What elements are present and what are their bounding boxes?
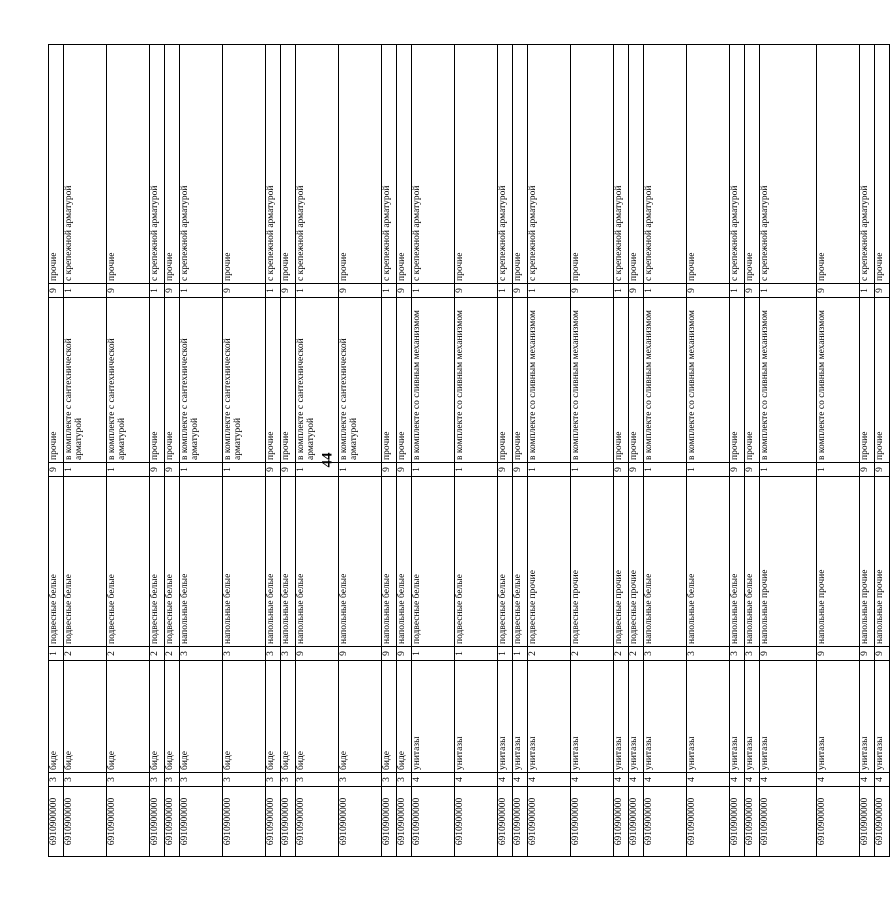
table-row [614, 45, 629, 857]
cell-fitting-num: 1 [528, 284, 571, 298]
cell-kit-name: в комплекте со сливным механизмом [687, 298, 730, 463]
cell-code: 6910900000 [339, 787, 382, 857]
cell-fitting-num: 1 [296, 284, 339, 298]
cell-fitting-name: прочие [223, 45, 266, 284]
cell-fitting-name: с крепежной арматурой [614, 45, 629, 284]
cell-kit-num: 9 [49, 463, 64, 477]
cell-fitting-num: 1 [498, 284, 513, 298]
cell-code: 6910900000 [860, 787, 875, 857]
table-row [687, 45, 730, 857]
cell-kit-num: 9 [745, 463, 760, 477]
cell-fitting-name: прочие [107, 45, 150, 284]
cell-kit-name: в комплекте со сливным механизмом [817, 298, 860, 463]
cell-type-name: напольные белые [281, 477, 296, 647]
cell-kit-num: 9 [629, 463, 644, 477]
cell-code: 6910900000 [223, 787, 266, 857]
table-row [397, 45, 412, 857]
cell-fitting-num: 9 [875, 284, 890, 298]
cell-fitting-num: 1 [266, 284, 281, 298]
cell-group-name: унитазы [614, 661, 629, 773]
cell-code: 6910900000 [455, 787, 498, 857]
cell-kit-name: в комплекте со сливным механизмом [528, 298, 571, 463]
cell-type-num: 2 [165, 647, 180, 661]
cell-fitting-name: с крепежной арматурой [180, 45, 223, 284]
cell-group-name: унитазы [745, 661, 760, 773]
cell-group-num: 4 [455, 773, 498, 787]
cell-group-num: 4 [412, 773, 455, 787]
table-row [875, 45, 890, 857]
cell-group-num: 3 [165, 773, 180, 787]
table-row [860, 45, 875, 857]
cell-group-name: унитазы [875, 661, 890, 773]
cell-group-name: биде [223, 661, 266, 773]
cell-kit-num: 9 [730, 463, 745, 477]
cell-type-num: 1 [498, 647, 513, 661]
cell-type-name: напольные белые [644, 477, 687, 647]
table-row [49, 45, 64, 857]
cell-kit-num: 9 [860, 463, 875, 477]
cell-type-num: 1 [49, 647, 64, 661]
cell-fitting-num: 1 [150, 284, 165, 298]
cell-group-num: 4 [528, 773, 571, 787]
cell-group-name: унитазы [687, 661, 730, 773]
cell-kit-name: прочие [745, 298, 760, 463]
table-row [760, 45, 817, 857]
cell-fitting-name: с крепежной арматурой [498, 45, 513, 284]
cell-group-num: 4 [513, 773, 528, 787]
cell-code: 6910900000 [266, 787, 281, 857]
cell-code: 6910900000 [107, 787, 150, 857]
cell-kit-name: прочие [614, 298, 629, 463]
cell-group-num: 4 [875, 773, 890, 787]
cell-group-name: унитазы [528, 661, 571, 773]
cell-type-name: напольные прочие [875, 477, 890, 647]
cell-code: 6910900000 [49, 787, 64, 857]
cell-group-name: биде [49, 661, 64, 773]
cell-type-name: напольные белые [730, 477, 745, 647]
cell-group-name: унитазы [730, 661, 745, 773]
cell-type-num: 3 [745, 647, 760, 661]
cell-fitting-num: 1 [730, 284, 745, 298]
cell-type-num: 2 [107, 647, 150, 661]
cell-type-name: напольные белые [296, 477, 339, 647]
cell-kit-name: в комплекте с сантехнической арматурой [296, 298, 339, 463]
cell-group-name: биде [266, 661, 281, 773]
cell-kit-name: прочие [382, 298, 397, 463]
cell-type-num: 2 [614, 647, 629, 661]
cell-group-num: 4 [760, 773, 817, 787]
cell-group-num: 4 [860, 773, 875, 787]
cell-kit-num: 1 [455, 463, 498, 477]
cell-fitting-num: 9 [817, 284, 860, 298]
cell-fitting-name: с крепежной арматурой [412, 45, 455, 284]
cell-kit-name: прочие [875, 298, 890, 463]
cell-group-name: биде [64, 661, 107, 773]
cell-code: 6910900000 [760, 787, 817, 857]
cell-type-num: 2 [64, 647, 107, 661]
cell-fitting-name: прочие [571, 45, 614, 284]
cell-type-name: подвесные белые [107, 477, 150, 647]
cell-type-num: 9 [760, 647, 817, 661]
cell-fitting-name: прочие [745, 45, 760, 284]
cell-fitting-num: 9 [571, 284, 614, 298]
cell-fitting-num: 1 [644, 284, 687, 298]
cell-type-name: напольные белые [223, 477, 266, 647]
cell-group-name: унитазы [629, 661, 644, 773]
table-row [266, 45, 281, 857]
cell-kit-name: в комплекте со сливным механизмом [455, 298, 498, 463]
page-number: 44 [319, 452, 336, 468]
cell-group-num: 3 [150, 773, 165, 787]
table-row [412, 45, 455, 857]
table-row [296, 45, 339, 857]
cell-kit-name: в комплекте со сливным механизмом [760, 298, 817, 463]
cell-fitting-name: с крепежной арматурой [528, 45, 571, 284]
cell-kit-name: прочие [498, 298, 513, 463]
cell-kit-num: 1 [528, 463, 571, 477]
cell-fitting-name: с крепежной арматурой [296, 45, 339, 284]
cell-code: 6910900000 [528, 787, 571, 857]
rotated-table-wrapper [48, 45, 885, 857]
cell-kit-name: прочие [397, 298, 412, 463]
table-row [629, 45, 644, 857]
cell-group-name: биде [339, 661, 382, 773]
cell-kit-num: 1 [817, 463, 860, 477]
cell-fitting-name: с крепежной арматурой [382, 45, 397, 284]
cell-code: 6910900000 [513, 787, 528, 857]
cell-type-name: напольные белые [687, 477, 730, 647]
cell-group-num: 4 [629, 773, 644, 787]
cell-fitting-num: 9 [397, 284, 412, 298]
cell-group-name: биде [281, 661, 296, 773]
cell-group-name: унитазы [817, 661, 860, 773]
table-row [180, 45, 223, 857]
cell-group-num: 4 [745, 773, 760, 787]
cell-code: 6910900000 [644, 787, 687, 857]
cell-fitting-name: прочие [455, 45, 498, 284]
cell-fitting-num: 9 [165, 284, 180, 298]
cell-fitting-name: прочие [49, 45, 64, 284]
cell-group-name: унитазы [571, 661, 614, 773]
cell-group-num: 4 [817, 773, 860, 787]
cell-kit-name: прочие [860, 298, 875, 463]
cell-type-name: напольные белые [180, 477, 223, 647]
table-row [644, 45, 687, 857]
cell-group-name: биде [150, 661, 165, 773]
cell-group-num: 3 [180, 773, 223, 787]
table-row [498, 45, 513, 857]
cell-kit-num: 1 [571, 463, 614, 477]
cell-type-num: 1 [412, 647, 455, 661]
cell-type-num: 1 [513, 647, 528, 661]
cell-type-num: 1 [455, 647, 498, 661]
table-row [382, 45, 397, 857]
cell-type-num: 2 [571, 647, 614, 661]
cell-fitting-name: с крепежной арматурой [860, 45, 875, 284]
cell-fitting-num: 1 [412, 284, 455, 298]
cell-code: 6910900000 [64, 787, 107, 857]
cell-type-num: 9 [860, 647, 875, 661]
cell-type-name: подвесные белые [455, 477, 498, 647]
cell-fitting-name: с крепежной арматурой [266, 45, 281, 284]
cell-type-name: напольные прочие [760, 477, 817, 647]
cell-type-num: 9 [817, 647, 860, 661]
cell-code: 6910900000 [397, 787, 412, 857]
cell-kit-num: 1 [223, 463, 266, 477]
cell-type-num: 3 [730, 647, 745, 661]
table-row [817, 45, 860, 857]
cell-type-num: 3 [687, 647, 730, 661]
cell-kit-name: в комплекте со сливным механизмом [644, 298, 687, 463]
table-row [730, 45, 745, 857]
cell-group-name: биде [397, 661, 412, 773]
table-row [64, 45, 107, 857]
cell-type-name: напольные белые [339, 477, 382, 647]
cell-group-num: 3 [266, 773, 281, 787]
cell-type-num: 9 [875, 647, 890, 661]
table-row [513, 45, 528, 857]
cell-group-num: 3 [397, 773, 412, 787]
cell-kit-name: в комплекте со сливным механизмом [571, 298, 614, 463]
cell-fitting-num: 9 [339, 284, 382, 298]
cell-code: 6910900000 [745, 787, 760, 857]
cell-fitting-name: с крепежной арматурой [760, 45, 817, 284]
cell-type-name: подвесные белые [513, 477, 528, 647]
cell-fitting-num: 9 [223, 284, 266, 298]
cell-group-name: унитазы [760, 661, 817, 773]
cell-type-num: 3 [644, 647, 687, 661]
cell-kit-num: 1 [339, 463, 382, 477]
cell-fitting-name: прочие [817, 45, 860, 284]
cell-fitting-num: 9 [629, 284, 644, 298]
cell-group-num: 3 [339, 773, 382, 787]
cell-fitting-name: прочие [629, 45, 644, 284]
cell-fitting-num: 1 [614, 284, 629, 298]
cell-kit-num: 9 [266, 463, 281, 477]
cell-kit-num: 9 [397, 463, 412, 477]
cell-fitting-name: прочие [513, 45, 528, 284]
cell-fitting-name: прочие [281, 45, 296, 284]
cell-kit-num: 1 [687, 463, 730, 477]
cell-kit-num: 1 [412, 463, 455, 477]
cell-code: 6910900000 [571, 787, 614, 857]
cell-fitting-num: 9 [513, 284, 528, 298]
cell-kit-name: в комплекте с сантехнической арматурой [64, 298, 107, 463]
cell-kit-num: 1 [64, 463, 107, 477]
cell-type-num: 2 [629, 647, 644, 661]
cell-kit-name: в комплекте с сантехнической арматурой [339, 298, 382, 463]
cell-code: 6910900000 [165, 787, 180, 857]
cell-fitting-num: 1 [382, 284, 397, 298]
cell-type-name: подвесные белые [498, 477, 513, 647]
cell-kit-name: в комплекте с сантехнической арматурой [107, 298, 150, 463]
cell-type-name: подвесные прочие [614, 477, 629, 647]
cell-code: 6910900000 [498, 787, 513, 857]
cell-type-num: 9 [382, 647, 397, 661]
cell-kit-name: прочие [49, 298, 64, 463]
table-row [165, 45, 180, 857]
cell-code: 6910900000 [614, 787, 629, 857]
table-row [281, 45, 296, 857]
cell-group-num: 4 [644, 773, 687, 787]
cell-kit-name: прочие [513, 298, 528, 463]
cell-fitting-name: прочие [397, 45, 412, 284]
cell-kit-num: 9 [875, 463, 890, 477]
cell-type-name: напольные прочие [860, 477, 875, 647]
cell-group-name: унитазы [498, 661, 513, 773]
classification-table [48, 44, 890, 857]
table-row [223, 45, 266, 857]
cell-type-name: подвесные прочие [571, 477, 614, 647]
cell-type-name: подвесные белые [165, 477, 180, 647]
cell-fitting-num: 9 [49, 284, 64, 298]
cell-fitting-num: 9 [687, 284, 730, 298]
cell-code: 6910900000 [382, 787, 397, 857]
cell-fitting-name: с крепежной арматурой [150, 45, 165, 284]
cell-group-name: биде [382, 661, 397, 773]
cell-code: 6910900000 [875, 787, 890, 857]
cell-kit-name: прочие [629, 298, 644, 463]
cell-fitting-name: прочие [165, 45, 180, 284]
cell-fitting-name: прочие [875, 45, 890, 284]
cell-type-num: 9 [296, 647, 339, 661]
cell-code: 6910900000 [629, 787, 644, 857]
table-row [528, 45, 571, 857]
cell-fitting-name: с крепежной арматурой [644, 45, 687, 284]
cell-type-name: подвесные прочие [528, 477, 571, 647]
cell-type-num: 2 [150, 647, 165, 661]
cell-kit-num: 9 [281, 463, 296, 477]
cell-fitting-num: 9 [455, 284, 498, 298]
cell-kit-name: прочие [165, 298, 180, 463]
cell-kit-num: 1 [644, 463, 687, 477]
cell-kit-num: 1 [296, 463, 339, 477]
cell-kit-name: прочие [150, 298, 165, 463]
cell-code: 6910900000 [150, 787, 165, 857]
cell-fitting-num: 1 [64, 284, 107, 298]
cell-fitting-name: с крепежной арматурой [730, 45, 745, 284]
cell-group-num: 3 [223, 773, 266, 787]
cell-type-num: 2 [528, 647, 571, 661]
cell-type-num: 9 [339, 647, 382, 661]
cell-group-name: унитазы [455, 661, 498, 773]
cell-type-num: 3 [180, 647, 223, 661]
cell-group-num: 3 [49, 773, 64, 787]
cell-kit-num: 9 [382, 463, 397, 477]
cell-group-num: 4 [730, 773, 745, 787]
cell-kit-num: 9 [513, 463, 528, 477]
cell-kit-num: 9 [614, 463, 629, 477]
cell-group-name: биде [296, 661, 339, 773]
cell-kit-name: в комплекте с сантехнической арматурой [180, 298, 223, 463]
cell-fitting-name: с крепежной арматурой [64, 45, 107, 284]
cell-fitting-num: 9 [281, 284, 296, 298]
cell-fitting-num: 1 [760, 284, 817, 298]
cell-group-name: биде [180, 661, 223, 773]
cell-kit-name: прочие [281, 298, 296, 463]
table-row [107, 45, 150, 857]
cell-kit-name: прочие [266, 298, 281, 463]
table-row [745, 45, 760, 857]
cell-code: 6910900000 [180, 787, 223, 857]
cell-type-name: напольные белые [266, 477, 281, 647]
cell-group-name: биде [107, 661, 150, 773]
cell-group-num: 3 [296, 773, 339, 787]
cell-type-num: 9 [397, 647, 412, 661]
cell-code: 6910900000 [412, 787, 455, 857]
cell-kit-num: 1 [180, 463, 223, 477]
cell-group-num: 4 [687, 773, 730, 787]
cell-group-name: биде [165, 661, 180, 773]
cell-type-num: 3 [223, 647, 266, 661]
cell-type-name: подвесные белые [412, 477, 455, 647]
table-row [339, 45, 382, 857]
cell-kit-name: прочие [730, 298, 745, 463]
cell-group-num: 4 [571, 773, 614, 787]
cell-group-name: унитазы [513, 661, 528, 773]
cell-group-num: 3 [64, 773, 107, 787]
cell-kit-num: 9 [165, 463, 180, 477]
cell-group-name: унитазы [412, 661, 455, 773]
cell-type-name: подвесные прочие [629, 477, 644, 647]
cell-group-num: 3 [382, 773, 397, 787]
cell-code: 6910900000 [730, 787, 745, 857]
cell-code: 6910900000 [281, 787, 296, 857]
cell-code: 6910900000 [687, 787, 730, 857]
cell-group-num: 3 [107, 773, 150, 787]
cell-fitting-num: 9 [107, 284, 150, 298]
cell-type-num: 3 [281, 647, 296, 661]
cell-fitting-num: 9 [745, 284, 760, 298]
table-row [571, 45, 614, 857]
cell-fitting-name: прочие [339, 45, 382, 284]
cell-kit-num: 9 [498, 463, 513, 477]
table-row [150, 45, 165, 857]
cell-fitting-name: прочие [687, 45, 730, 284]
cell-fitting-num: 1 [180, 284, 223, 298]
cell-type-name: напольные белые [397, 477, 412, 647]
cell-type-name: напольные белые [745, 477, 760, 647]
cell-group-num: 3 [281, 773, 296, 787]
cell-kit-num: 9 [150, 463, 165, 477]
table-body [49, 45, 890, 857]
cell-type-name: подвесные белые [64, 477, 107, 647]
cell-type-name: подвесные белые [150, 477, 165, 647]
cell-group-name: унитазы [644, 661, 687, 773]
cell-kit-num: 1 [760, 463, 817, 477]
cell-type-name: напольные белые [382, 477, 397, 647]
cell-kit-name: в комплекте с сантехнической арматурой [223, 298, 266, 463]
table-row [455, 45, 498, 857]
cell-kit-name: в комплекте со сливным механизмом [412, 298, 455, 463]
cell-code: 6910900000 [817, 787, 860, 857]
cell-code: 6910900000 [296, 787, 339, 857]
cell-kit-num: 1 [107, 463, 150, 477]
cell-group-num: 4 [498, 773, 513, 787]
cell-fitting-num: 1 [860, 284, 875, 298]
cell-type-name: напольные прочие [817, 477, 860, 647]
cell-type-num: 3 [266, 647, 281, 661]
cell-type-name: подвесные белые [49, 477, 64, 647]
cell-group-num: 4 [614, 773, 629, 787]
cell-group-name: унитазы [860, 661, 875, 773]
